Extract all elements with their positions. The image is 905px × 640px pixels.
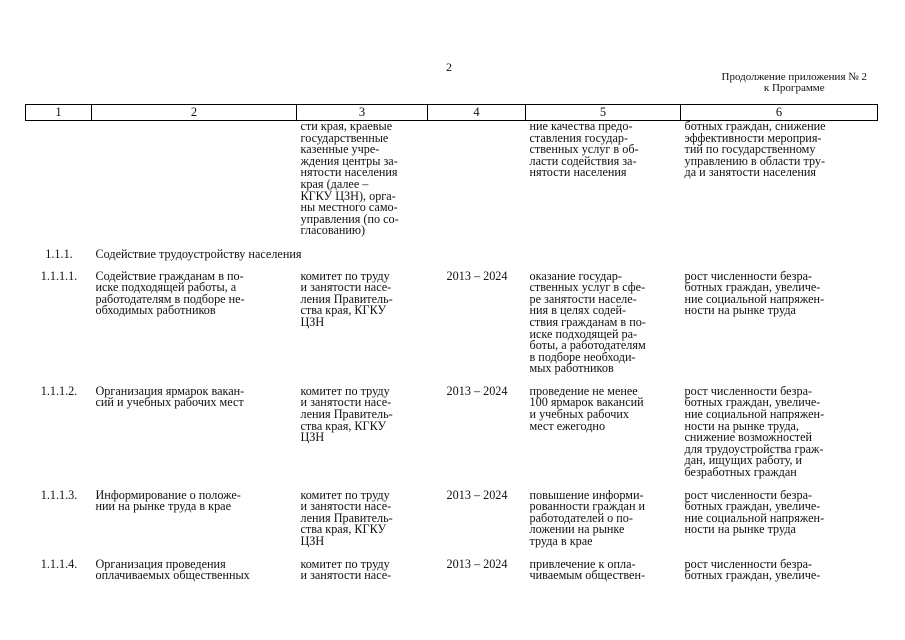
text-line: ЦЗН [300, 314, 325, 329]
row-number: 1.1.1.4. [40, 556, 78, 571]
text-line: ние социальной напряжен- [684, 291, 825, 306]
section-number: 1.1.1. [45, 246, 73, 261]
text-line: ства края, КГКУ [300, 303, 387, 318]
row-years: 2013 – 2024 [446, 268, 508, 283]
text-line: рост численности безра- [684, 489, 813, 502]
text-line: сти края, краевые [300, 119, 393, 133]
text-line: ЦЗН [300, 534, 325, 548]
text-line: снижение возможностей [684, 430, 813, 445]
text-line: дан, ищущих работу, и [684, 453, 803, 468]
text-line: ности на рынке труда, [684, 418, 799, 433]
text-line: и учебных рабочих [529, 407, 629, 422]
text-line: ние качества предо- [529, 119, 633, 133]
text-line: управлению в области тру- [684, 153, 826, 168]
text-line: ботных граждан, снижение [684, 120, 826, 133]
text-line: ре занятости населе- [529, 291, 637, 306]
column-header-2: 2 [92, 105, 297, 121]
row-measure [92, 487, 297, 559]
text-line: работодателям в подборе не- [95, 291, 245, 306]
text-line: и занятости насе- [300, 280, 392, 295]
text-line: ЦЗН [300, 430, 325, 445]
table-row [26, 271, 878, 386]
row-consequences [681, 271, 878, 386]
text-line: нятости населения [300, 165, 398, 180]
text-line: боты, а работодателям [529, 338, 646, 353]
appendix-note [722, 72, 867, 94]
text-line: чиваемым обществен- [529, 568, 646, 583]
text-line: края (далее – [300, 176, 369, 191]
row-years: 2013 – 2024 [446, 383, 508, 398]
text-line: ботных граждан, увеличе- [684, 395, 821, 410]
row-result [526, 556, 681, 593]
text-line: ботных граждан, увеличе- [684, 568, 821, 583]
text-line: ства края, КГКУ [300, 418, 387, 433]
section-row [26, 249, 878, 271]
continued-row [26, 121, 878, 249]
text-line: ления Правитель- [300, 291, 393, 306]
text-line: рост численности безра- [684, 270, 813, 283]
text-line: ственных услуг в сфе- [529, 280, 646, 295]
text-line: нии на рынке труда в крае [95, 499, 231, 514]
text-line: комитет по труду [300, 268, 390, 283]
row-measure [92, 556, 297, 593]
text-line: нятости населения [529, 165, 627, 180]
text-line: и занятости насе- [300, 499, 392, 514]
text-line: привлечение к опла- [529, 556, 636, 571]
text-line: 100 ярмарок вакансий [529, 395, 644, 410]
appendix-line-1: Продолжение приложения № 2 [721, 71, 867, 83]
text-line: гласованию) [300, 223, 366, 238]
text-line: обходимых работников [95, 303, 216, 318]
text-line: мых работников [529, 361, 614, 376]
section-title: Содействие трудоустройству населения [95, 246, 302, 261]
text-line: оплачиваемых общественных [95, 568, 250, 583]
text-line: ства края, КГКУ [300, 522, 387, 537]
text-line: Информирование о положе- [95, 487, 241, 502]
text-line: комитет по труду [300, 556, 390, 571]
text-line: ния в целях содей- [529, 303, 627, 318]
text-line: Содействие гражданам в по- [95, 268, 244, 283]
text-line: ботных граждан, увеличе- [684, 280, 821, 295]
column-header-4: 4 [428, 105, 526, 121]
text-line: Организация проведения [95, 556, 226, 571]
row-executors [297, 556, 428, 593]
text-line: ствия гражданам в по- [529, 314, 646, 329]
row-executors [297, 383, 428, 490]
text-line: государственные [300, 130, 389, 145]
text-line: и занятости насе- [300, 395, 392, 410]
row-years: 2013 – 2024 [446, 556, 508, 571]
row-result [526, 487, 681, 559]
text-line: для трудоустройства граж- [684, 441, 824, 456]
text-line: ласти содействия за- [529, 153, 637, 168]
column-header-3: 3 [297, 105, 428, 121]
continued-consequences [681, 121, 878, 249]
table-row [26, 490, 878, 559]
text-line: ждения центры за- [300, 153, 398, 168]
text-line: работодателей о по- [529, 510, 633, 525]
text-line: ложении на рынке [529, 522, 625, 537]
text-line: повышение информи- [529, 487, 644, 502]
table-row [26, 559, 878, 593]
text-line: тий по государственному [684, 142, 816, 157]
text-line: труда в крае [529, 534, 593, 548]
row-consequences [681, 559, 878, 593]
text-line: ления Правитель- [300, 407, 393, 422]
text-line: оказание государ- [529, 268, 622, 283]
text-line: ние социальной напряжен- [684, 407, 825, 422]
text-line: ботных граждан, увеличе- [684, 499, 821, 514]
text-line: иске подходящей ра- [529, 326, 638, 341]
column-number-row [26, 105, 878, 121]
row-measure [92, 268, 297, 386]
text-line: казенные учре- [300, 142, 380, 157]
row-consequences [681, 490, 878, 559]
text-line: и занятости насе- [300, 568, 392, 583]
row-result [526, 268, 681, 386]
column-header-1: 1 [26, 105, 92, 121]
text-line: рост численности безра- [684, 558, 813, 571]
text-line: управления (по со- [300, 211, 399, 226]
text-line: комитет по труду [300, 383, 390, 398]
text-line: ственных услуг в об- [529, 142, 639, 157]
row-result [526, 383, 681, 490]
text-line: ности на рынке труда [684, 303, 796, 318]
text-line: эффективности мероприя- [684, 130, 822, 145]
continued-executors [297, 121, 428, 249]
text-line: в подборе необходи- [529, 349, 636, 364]
continued-years [428, 121, 526, 249]
row-number: 1.1.1.1. [40, 268, 78, 283]
appendix-line-2: к Программе [763, 82, 825, 94]
column-header-5: 5 [526, 105, 681, 121]
text-line: да и занятости населения [684, 165, 816, 180]
row-consequences [681, 386, 878, 490]
row-executors [297, 487, 428, 559]
text-line: ние социальной напряжен- [684, 510, 825, 525]
row-measure [92, 383, 297, 490]
text-line: комитет по труду [300, 487, 390, 502]
text-line: КГКУ ЦЗН), орга- [300, 188, 396, 203]
row-years: 2013 – 2024 [446, 487, 508, 502]
program-table [25, 104, 878, 593]
text-line: рованности граждан и [529, 499, 646, 514]
text-line: иске подходящей работы, а [95, 280, 237, 295]
text-line: проведение не менее [529, 383, 638, 398]
row-number: 1.1.1.2. [40, 383, 78, 398]
text-line: ставления государ- [529, 130, 629, 145]
continued-result [526, 121, 681, 249]
continued-num [26, 121, 92, 249]
table-row [26, 386, 878, 490]
column-header-6: 6 [681, 105, 878, 121]
page-number: 2 [446, 60, 452, 74]
text-line: мест ежегодно [529, 418, 606, 433]
text-line: ности на рынке труда [684, 522, 796, 537]
text-line: сий и учебных рабочих мест [95, 395, 244, 410]
row-number: 1.1.1.3. [40, 487, 78, 502]
text-line: Организация ярмарок вакан- [95, 383, 245, 398]
row-executors [297, 268, 428, 386]
text-line: ления Правитель- [300, 510, 393, 525]
text-line: рост численности безра- [684, 385, 813, 398]
text-line: ны местного само- [300, 200, 398, 215]
continued-col2 [92, 121, 297, 249]
text-line: безработных граждан [684, 465, 797, 480]
